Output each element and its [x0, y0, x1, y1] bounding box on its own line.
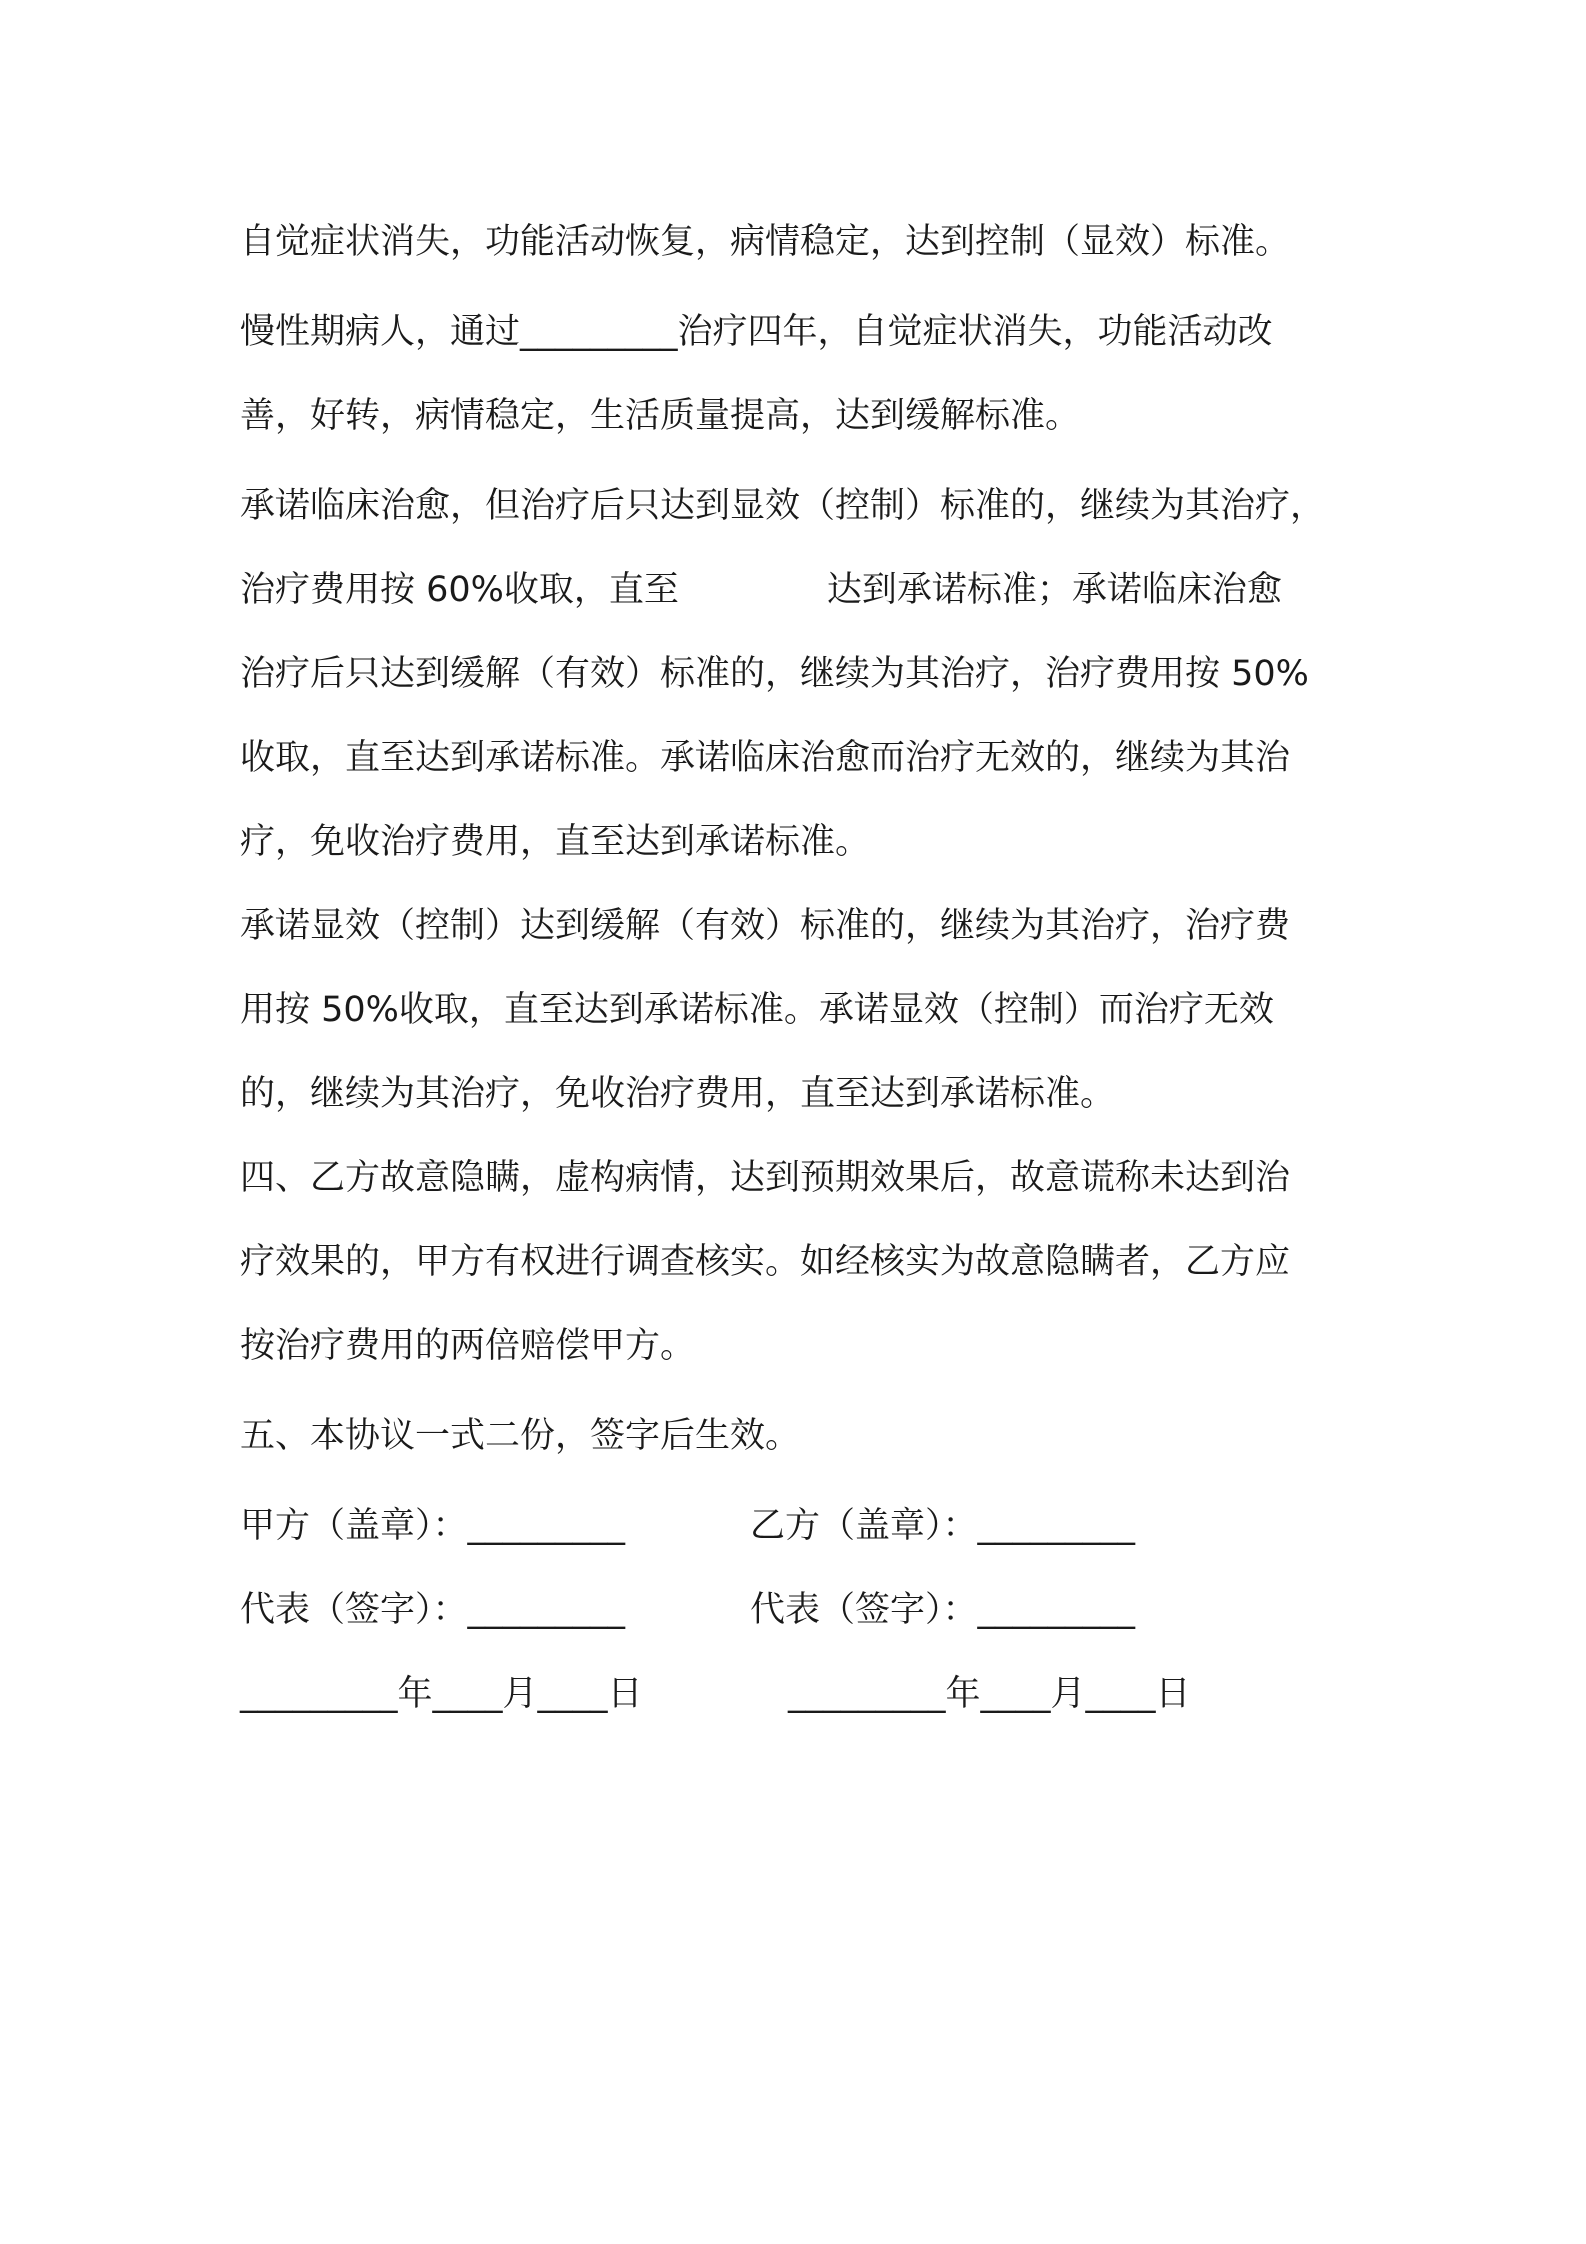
text-segment: 达到承诺标准；承诺临床治愈 — [826, 570, 1282, 610]
party-b-representative-field: 代表（签字）：_________ — [750, 1590, 1136, 1630]
representative-row — [240, 1568, 1360, 1652]
text-line: 四、乙方故意隐瞒，虚构病情，达到预期效果后，故意谎称未达到治 — [240, 1158, 1291, 1198]
text-segment: 治疗费用按 60%收取，直至 — [240, 570, 679, 610]
party-a-representative-field: 代表（签字）：_________ — [240, 1590, 626, 1630]
text-line: 按治疗费用的两倍赔偿甲方。 — [240, 1326, 696, 1366]
party-b-date-field: _________年____月____日 — [788, 1674, 1191, 1714]
text-line: 五、本协议一式二份，签字后生效。 — [240, 1416, 801, 1456]
text-line: 疗，免收治疗费用，直至达到承诺标准。 — [240, 822, 871, 862]
party-a-date-field: _________年____月____日 — [240, 1674, 643, 1714]
text-line: 承诺显效（控制）达到缓解（有效）标准的，继续为其治疗，治疗费 — [240, 906, 1291, 946]
text-line: 善，好转，病情稳定，生活质量提高，达到缓解标准。 — [240, 396, 1081, 436]
text-line: 的，继续为其治疗，免收治疗费用，直至达到承诺标准。 — [240, 1074, 1116, 1114]
date-row — [240, 1652, 1360, 1736]
text-line: 收取，直至达到承诺标准。承诺临床治愈而治疗无效的，继续为其治 — [240, 738, 1291, 778]
party-b-seal-field: 乙方（盖章）：_________ — [750, 1506, 1136, 1546]
text-line — [240, 548, 1360, 632]
party-a-seal-field: 甲方（盖章）：_________ — [240, 1506, 626, 1546]
text-line: 慢性期病人，通过_________治疗四年，自觉症状消失，功能活动改 — [240, 312, 1273, 352]
seal-row — [240, 1484, 1360, 1568]
text-line: 治疗后只达到缓解（有效）标准的，继续为其治疗，治疗费用按 50% — [240, 654, 1309, 694]
text-line: 疗效果的，甲方有权进行调查核实。如经核实为故意隐瞒者，乙方应 — [240, 1242, 1291, 1282]
text-line: 用按 50%收取，直至达到承诺标准。承诺显效（控制）而治疗无效 — [240, 990, 1274, 1030]
text-line: 自觉症状消失，功能活动恢复，病情稳定，达到控制（显效）标准。 — [240, 222, 1291, 262]
document-body — [240, 200, 1360, 1736]
text-line: 承诺临床治愈，但治疗后只达到显效（控制）标准的，继续为其治疗， — [240, 486, 1326, 526]
